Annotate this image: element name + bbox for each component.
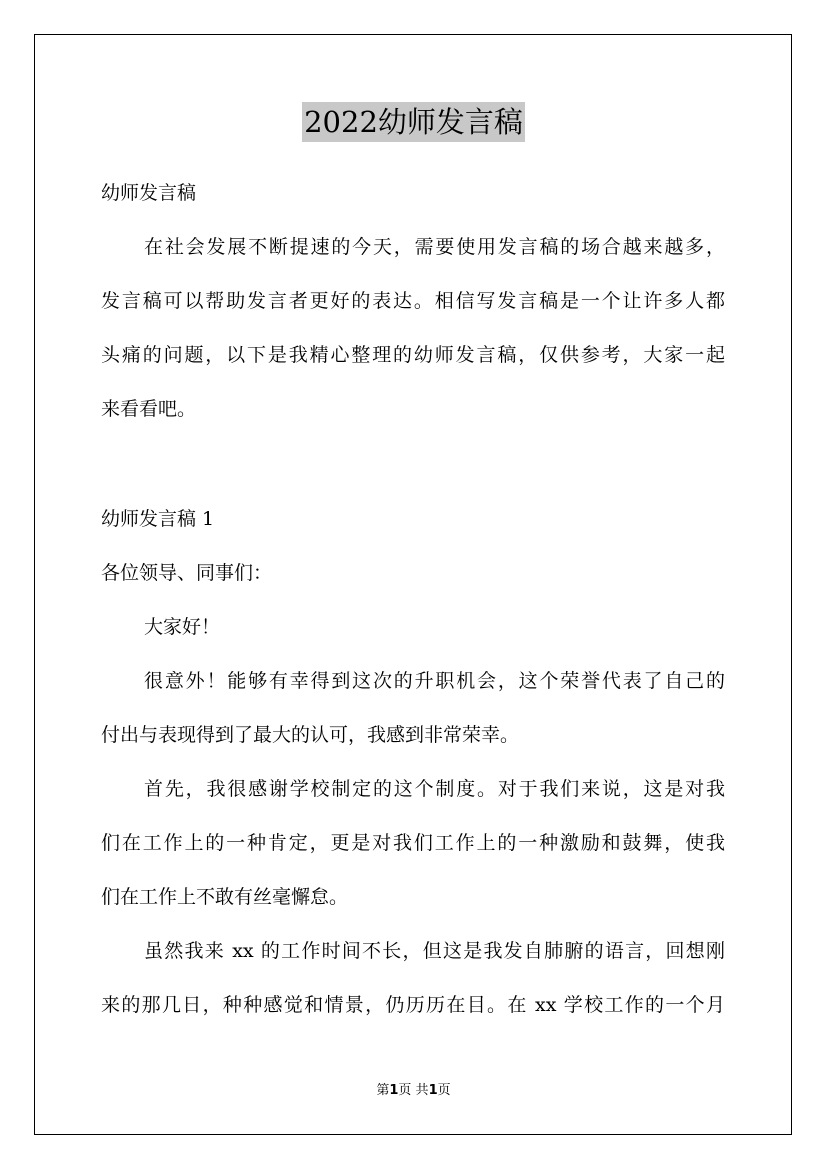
section-heading: 幼师发言稿 1	[101, 508, 215, 530]
document-title: 2022幼师发言稿	[302, 102, 525, 142]
footer-suffix: 页	[437, 1083, 451, 1098]
subtitle-line: 幼师发言稿	[101, 182, 197, 204]
paragraph-line: 来看看吧。	[101, 398, 197, 420]
paragraph-line: 虽然我来 xx 的工作时间不长，但这是我发自肺腑的语言，回想刚	[144, 940, 725, 962]
footer-prefix: 第	[376, 1083, 390, 1098]
page-footer	[0, 1082, 827, 1100]
paragraph-line: 很意外！能够有幸得到这次的升职机会，这个荣誉代表了自己的	[144, 670, 725, 692]
footer-total-pages: 1	[428, 1083, 438, 1098]
paragraph-line: 在社会发展不断提速的今天，需要使用发言稿的场合越来越多，	[144, 236, 725, 258]
paragraph-line: 付出与表现得到了最大的认可，我感到非常荣幸。	[101, 724, 520, 746]
salutation-line: 各位领导、同事们：	[101, 562, 273, 584]
paragraph-line: 们在工作上不敢有丝毫懈怠。	[101, 886, 349, 908]
footer-mid: 页 共	[398, 1083, 429, 1098]
paragraph-line: 来的那几日，种种感觉和情景，仍历历在目。在 xx 学校工作的一个月	[101, 994, 725, 1016]
paragraph-line: 头痛的问题，以下是我精心整理的幼师发言稿，仅供参考，大家一起	[101, 344, 725, 366]
paragraph-line: 首先，我很感谢学校制定的这个制度。对于我们来说，这是对我	[144, 778, 725, 800]
title-wrap	[0, 102, 827, 142]
footer-current-page: 1	[389, 1083, 399, 1098]
paragraph-line: 发言稿可以帮助发言者更好的表达。相信写发言稿是一个让许多人都	[101, 290, 725, 312]
greeting-line: 大家好！	[144, 616, 221, 638]
paragraph-line: 们在工作上的一种肯定，更是对我们工作上的一种激励和鼓舞，使我	[101, 832, 725, 854]
